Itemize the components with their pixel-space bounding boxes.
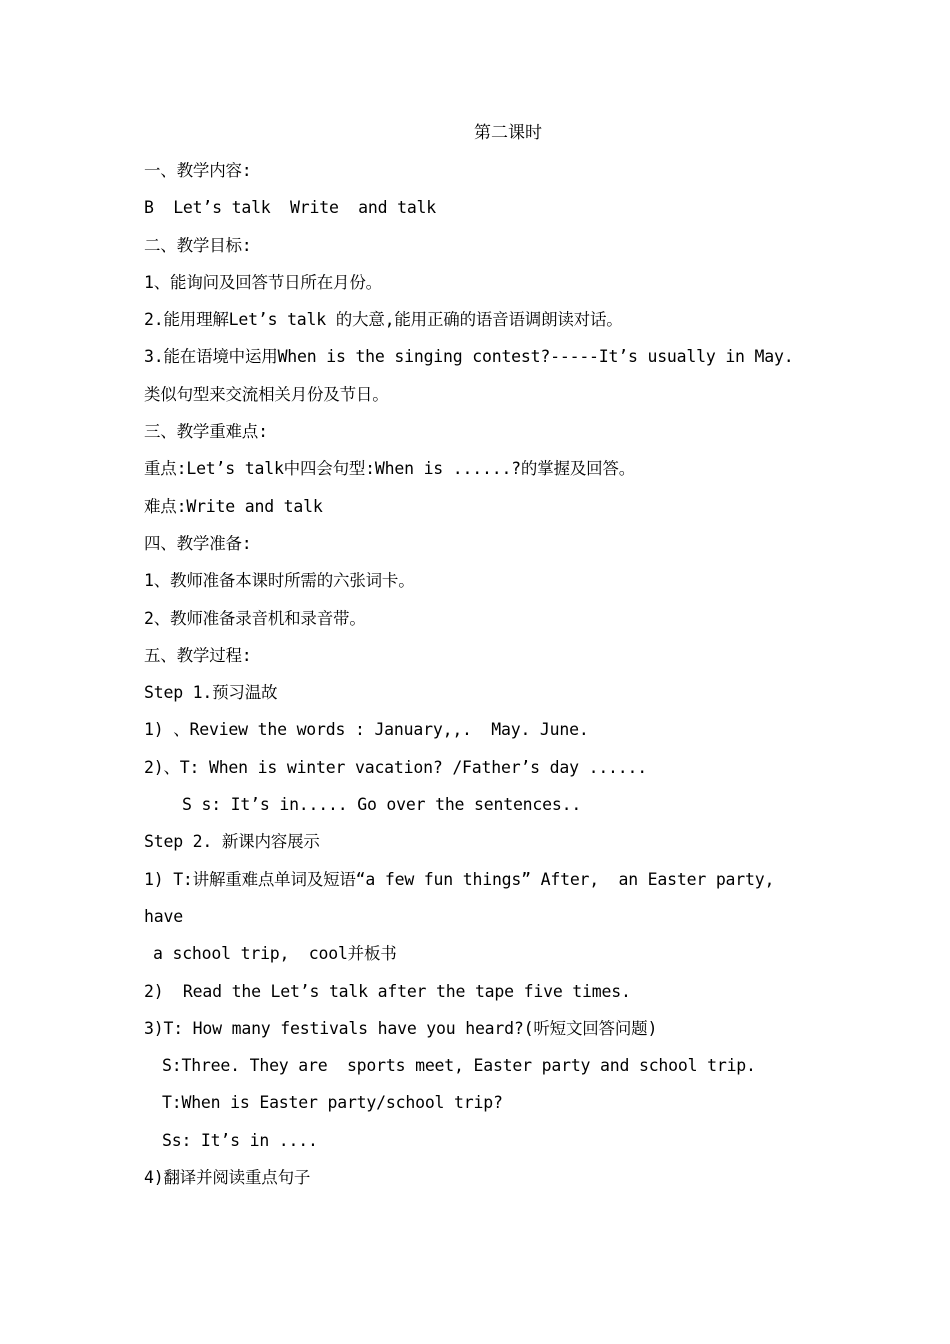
text-line: Ss: It’s in .... [162,1130,318,1150]
text-line: 3.能在语境中运用When is the singing contest?-----It’s usually in May. [144,347,794,367]
text-line: 类似句型来交流相关月份及节日。 [144,384,389,404]
text-line: have [144,906,183,926]
text-line: 2) Read the Let’s talk after the tape five times. [144,981,631,1001]
text-line: S:Three. They are sports meet, Easter party and school trip. [162,1056,756,1076]
text-line: 1) T:讲解重难点单词及短语“a few fun things” After, an Easter party, [144,869,775,889]
text-line: S s: It’s in..... Go over the sentences.. [182,795,582,815]
text-line: 1、教师准备本课时所需的六张词卡。 [144,571,415,591]
document-body [144,160,824,1204]
section-heading: 一、教学内容: [144,161,252,180]
text-line: 4)翻译并阅读重点句子 [144,1168,311,1188]
section-heading: 三、教学重难点: [144,422,268,442]
text-line: 难点:Write and talk [144,496,323,516]
section-heading: 二、教学目标: [144,235,252,255]
text-line: B Let’s talk Write and talk [144,198,437,218]
page-title: 第二课时 [474,123,542,143]
text-line: a school trip, cool并板书 [153,944,397,964]
text-line: T:When is Easter party/school trip? [162,1093,503,1113]
section-heading: 四、教学准备: [144,533,252,553]
text-line: 2)、T: When is winter vacation? /Father’s day ...... [144,757,647,777]
step-heading: Step 2. 新课内容展示 [144,832,320,852]
text-line: 1) 、Review the words : January,,. May. June. [144,720,589,740]
text-line: 3)T: How many festivals have you heard?(听短文回答问题) [144,1018,658,1038]
section-heading: 五、教学过程: [144,645,252,665]
text-line: 重点:Let’s talk中四会句型:When is ......?的掌握及回答。 [144,459,636,479]
text-line: 2.能用理解Let’s talk 的大意,能用正确的语音语调朗读对话。 [144,310,623,330]
step-heading: Step 1.预习温故 [144,683,278,703]
text-line: 2、教师准备录音机和录音带。 [144,608,366,628]
text-line: 1、能询问及回答节日所在月份。 [144,272,382,292]
